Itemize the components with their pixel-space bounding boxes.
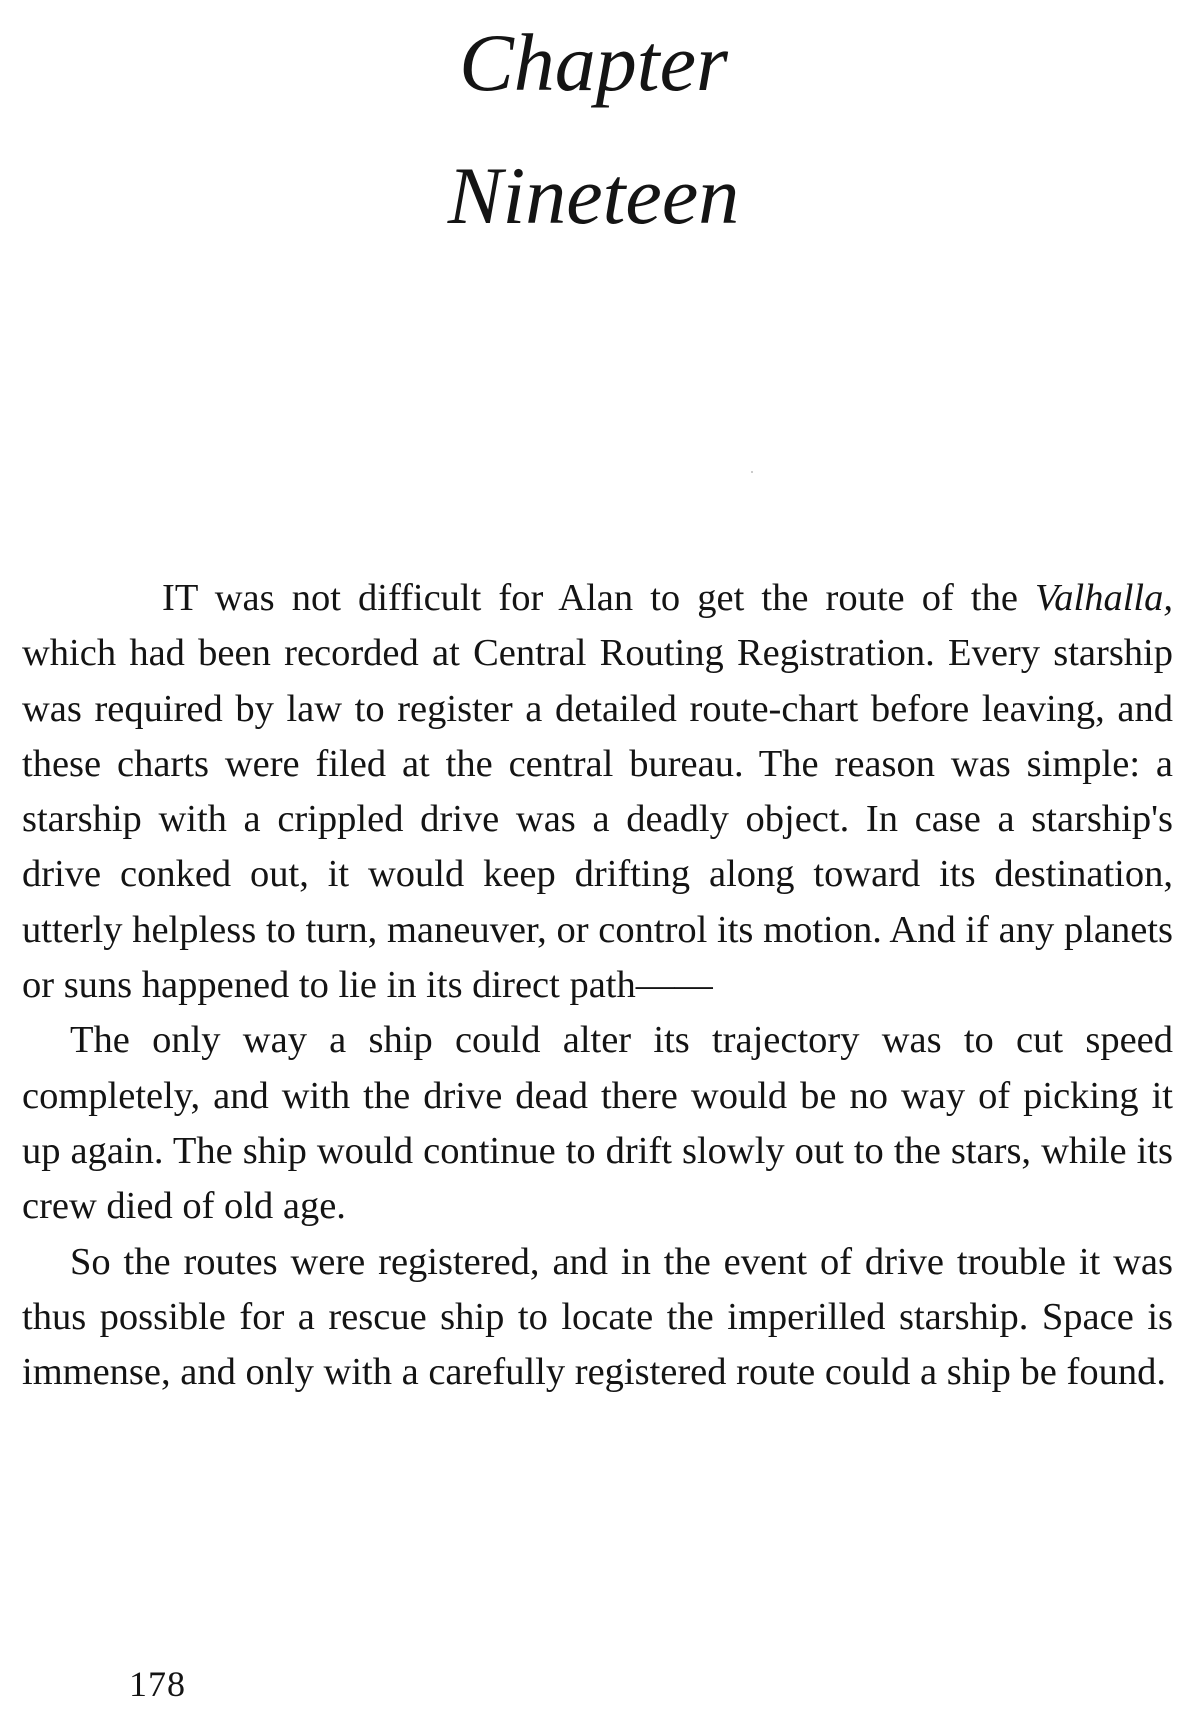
page-number: 178 <box>129 1664 186 1704</box>
chapter-number-word: Nineteen <box>447 150 740 241</box>
ship-name: Valhalla, <box>1035 577 1173 619</box>
paragraph-3: So the routes were registered, and in the event of drive trouble it was thus possible for a rescue ship to locate the imperilled starship. Space is immense, and only with a carefully registered route could a ship be found. <box>22 1240 1173 1394</box>
paragraph-2: The only way a ship could alter its trajectory was to cut speed completely, and with the drive dead there would be no way of picking it up again. The ship would continue to drift slowly out to the stars, while its crew died of old age. <box>22 1019 1173 1228</box>
paragraph-1 <box>22 571 1173 1013</box>
paragraph-1-rest: which had been recorded at Central Routing Registration. Every starship was required by law to register a detailed route-chart before leaving, and these charts were filed at the central bureau. The reason was simple: a starship with a crippled drive was a deadly object. In case a starship's drive conked out, it would keep drifting along toward its destination, utterly helpless to turn, maneuver, or control its motion. And if any planets or suns happened to lie in its direct path—— <box>22 632 1173 1007</box>
chapter-title-word: Chapter <box>459 17 728 108</box>
paper-speck <box>751 471 753 473</box>
paragraph-1-lead: IT was not difficult for Alan to get the route of the <box>162 577 1036 619</box>
body-text <box>22 571 1173 1400</box>
